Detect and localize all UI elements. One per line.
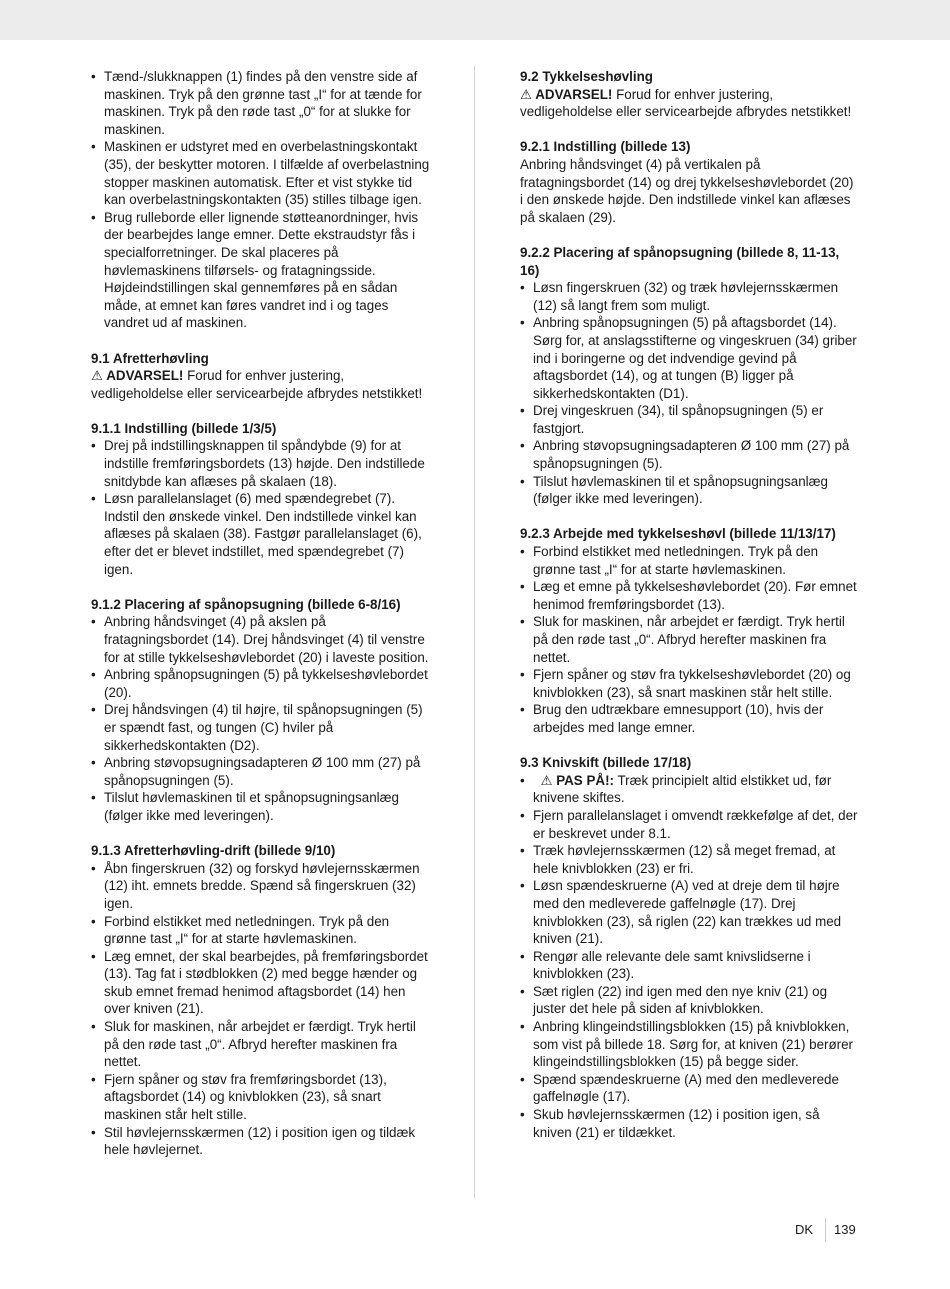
list-item: • Løsn parallelanslaget (6) med spændegrebet (7). Indstil den ønskede vinkel. Den indstillede vinkel kan aflæses på skalaen (38). Fastgør parallelanslaget (6), efter det er blevet indstillet, med spændegrebet (7) igen. xyxy=(91,491,422,577)
list-item: • Anbring spånopsugningen (5) på tykkelseshøvlebordet (20). xyxy=(91,667,428,700)
section-heading-9-1: 9.1 Afretterhøvling xyxy=(91,350,209,366)
list-item: • Anbring håndsvinget (4) på akslen på fratagningsbordet (14). Drej håndsvinget (4) til venstre for at stille tykkelseshøvlebordet (20) i laveste position. xyxy=(91,614,429,665)
list-item: • Træk høvlejernsskærmen (12) så meget fremad, at hele knivblokken (23) er fri. xyxy=(520,843,836,876)
list-item: • Drej vingeskruen (34), til spånopsugningen (5) er fastgjort. xyxy=(520,403,824,436)
footer-divider xyxy=(825,1218,826,1242)
section-heading-9-3: 9.3 Knivskift (billede 17/18) xyxy=(520,755,692,771)
column-divider xyxy=(474,66,475,1198)
list-item: • Fjern spåner og støv fra fremføringsbordet (13), aftagsbordet (14) og knivblokken (23), så snart maskinen står helt stille. xyxy=(91,1071,387,1123)
list-item: • Maskinen er udstyret med en overbelastningskontakt (35), der beskytter motoren. I tilfælde af overbelastning stopper maskinen automatisk. Efter et vist stykke tid kan overbelastningskontakten (35) stilles tilbage igen. xyxy=(91,139,430,208)
list-item: • Rengør alle relevante dele samt knivslidserne i knivblokken (23). xyxy=(520,948,811,982)
right-column xyxy=(520,68,860,1141)
left-column xyxy=(91,68,431,1159)
list-item: • Løsn spændeskruerne (A) ved at dreje dem til højre med den medleverede gaffelnøgle (17). Drej knivblokken (23), så riglen (22) kan trækkes ud med kniven (21). xyxy=(520,878,842,947)
list-9-2-2 xyxy=(520,279,860,508)
list-item: • Fjern parallelanslaget i omvendt rækkefølge af det, der er beskrevet under 8.1. xyxy=(520,807,858,841)
section-heading-9-1-1: 9.1.1 Indstilling (billede 1/3/5) xyxy=(91,420,277,436)
list-9-1-2 xyxy=(91,613,431,824)
intro-list xyxy=(91,68,431,332)
language-code: DK xyxy=(795,1222,814,1237)
list-9-2-3 xyxy=(520,543,860,737)
list-item: • Anbring klingeindstillingsblokken (15) på knivblokken, som vist på billede 18. Sørg for, at kniven (21) berører klingeindstillingsblokken (15) på begge sider. xyxy=(520,1019,854,1070)
list-item: • Tilslut høvlemaskinen til et spånopsugningsanlæg (følger ikke med leveringen). xyxy=(91,790,399,823)
list-item: • Stil høvlejernsskærmen (12) i position igen og tildæk hele høvlejernet. xyxy=(91,1124,416,1158)
warning-paragraph: ⚠ ADVARSEL! Forud for enhver justering, vedligeholdelse eller servicearbejde afbrydes netstikket! xyxy=(91,368,423,401)
section-heading-9-2-2: 9.2.2 Placering af spånopsugning (billede 8, 11-13, 16) xyxy=(520,244,840,278)
list-item: • Sluk for maskinen, når arbejdet er færdigt. Tryk hertil på den røde tast „0“. Afbryd herefter maskinen fra nettet. xyxy=(520,614,845,665)
warning-label: ⚠ ADVARSEL! xyxy=(520,86,613,102)
list-9-3 xyxy=(520,772,860,1141)
paragraph-9-2-1: Anbring håndsvinget (4) på vertikalen på fratagningsbordet (14) og drej tykkelseshøvlebordet (20) i den ønskede højde. Den indstillede vinkel kan aflæses på skalaen (29). xyxy=(520,156,854,225)
list-item: • Forbind elstikket med netledningen. Tryk på den grønne tast „I“ for at starte høvlemaskinen. xyxy=(520,544,819,577)
list-item: • Fjern spåner og støv fra tykkelseshøvlebordet (20) og knivblokken (23), så snart maskinen står helt stille. xyxy=(520,667,851,700)
list-9-1-1 xyxy=(91,437,431,578)
list-item: • Spænd spændeskruerne (A) med den medleverede gaffelnøgle (17). xyxy=(520,1071,839,1105)
list-item: • Skub høvlejernsskærmen (12) i position igen, så kniven (21) er tildækket. xyxy=(520,1107,820,1140)
page-number: 139 xyxy=(834,1222,856,1237)
list-item: • Åbn fingerskruen (32) og forskyd høvlejernsskærmen (12) iht. emnets bredde. Spænd så fingerskruen (32) igen. xyxy=(91,860,420,911)
warning-label: ⚠ ADVARSEL! xyxy=(91,368,184,384)
section-heading-9-2: 9.2 Tykkelseshøvling xyxy=(520,69,653,84)
list-item: • Forbind elstikket med netledningen. Tryk på den grønne tast „I“ for at starte høvlemaskinen. xyxy=(91,913,390,947)
list-item: • Sluk for maskinen, når arbejdet er færdigt. Tryk hertil på den røde tast „0“. Afbryd herefter maskinen fra nettet. xyxy=(91,1019,416,1070)
page-footer xyxy=(0,1220,950,1240)
list-item: • Sæt riglen (22) ind igen med den nye kniv (21) og juster det hele på siden af knivblokken. xyxy=(520,983,828,1017)
list-item: • ⚠ PAS PÅ!: Træk principielt altid elstikket ud, før knivene skiftes. xyxy=(520,772,832,806)
list-item: • Tænd-/slukknappen (1) findes på den venstre side af maskinen. Tryk på den grønne tast „I“ for at tænde for maskinen. Tryk på den røde tast „0“ for at slukke for maskinen. xyxy=(91,69,422,137)
list-item: • Drej håndsvingen (4) til højre, til spånopsugningen (5) er spændt fast, og tungen (C) hviler på sikkerhedskontakten (D2). xyxy=(91,702,423,753)
list-item: • Drej på indstillingsknappen til spåndybde (9) for at indstille fremføringsbordets (13) højde. Den indstillede snitdybde kan aflæses på skalaen (18). xyxy=(91,438,425,489)
list-item: • Brug rulleborde eller lignende støtteanordninger, hvis der bearbejdes lange emner. Dette ekstraudstyr fås i specialforretninger. De skal placeres på høvlemaskinens tilførsels- og fratagningsside. Højdeindstillingen skal gennemføres på en sådan måde, at emnet kan føres vandret ind i og tages vandret ud af maskinen. xyxy=(91,209,419,331)
list-9-1-3 xyxy=(91,860,431,1159)
list-item: • Løsn fingerskruen (32) og træk høvlejernsskærmen (12) så langt frem som muligt. xyxy=(520,280,839,313)
caution-label: PAS PÅ!: xyxy=(556,772,614,788)
section-heading-9-2-3: 9.2.3 Arbejde med tykkelseshøvl (billede 11/13/17) xyxy=(520,526,836,542)
list-item: • Anbring støvopsugningsadapteren Ø 100 mm (27) på spånopsugningen (5). xyxy=(520,438,850,472)
list-item: • Anbring støvopsugningsadapteren Ø 100 mm (27) på spånopsugningen (5). xyxy=(91,755,421,788)
list-item: • Læg et emne på tykkelseshøvlebordet (20). Før emnet henimod fremføringsbordet (13). xyxy=(520,579,857,612)
section-heading-9-2-1: 9.2.1 Indstilling (billede 13) xyxy=(520,139,691,155)
top-bar xyxy=(0,0,950,40)
warning-paragraph: ⚠ ADVARSEL! Forud for enhver justering, vedligeholdelse eller servicearbejde afbrydes netstikket! xyxy=(520,86,852,120)
list-item: • Læg emnet, der skal bearbejdes, på fremføringsbordet (13). Tag fat i stødblokken (2) med begge hænder og skub emnet fremad henimod aftagsbordet (14) hen over kniven (21). xyxy=(91,948,428,1017)
warning-icon: ⚠ xyxy=(91,368,104,384)
warning-icon: ⚠ xyxy=(540,772,553,788)
section-heading-9-1-3: 9.1.3 Afretterhøvling-drift (billede 9/10) xyxy=(91,843,336,859)
list-item: • Tilslut høvlemaskinen til et spånopsugningsanlæg (følger ikke med leveringen). xyxy=(520,473,828,507)
list-item: • Anbring spånopsugningen (5) på aftagsbordet (14). Sørg for, at anslagsstifterne og vingeskruen (34) griber ind i boringerne og det indvendige gevind på aftagsbordet (14), og at tungen (B) ligger på sikkerhedskontakten (D1). xyxy=(520,315,857,401)
warning-icon: ⚠ xyxy=(520,86,533,102)
list-item: • Brug den udtrækbare emnesupport (10), hvis der arbejdes med lange emner. xyxy=(520,702,824,735)
section-heading-9-1-2: 9.1.2 Placering af spånopsugning (billede 6-8/16) xyxy=(91,596,401,612)
